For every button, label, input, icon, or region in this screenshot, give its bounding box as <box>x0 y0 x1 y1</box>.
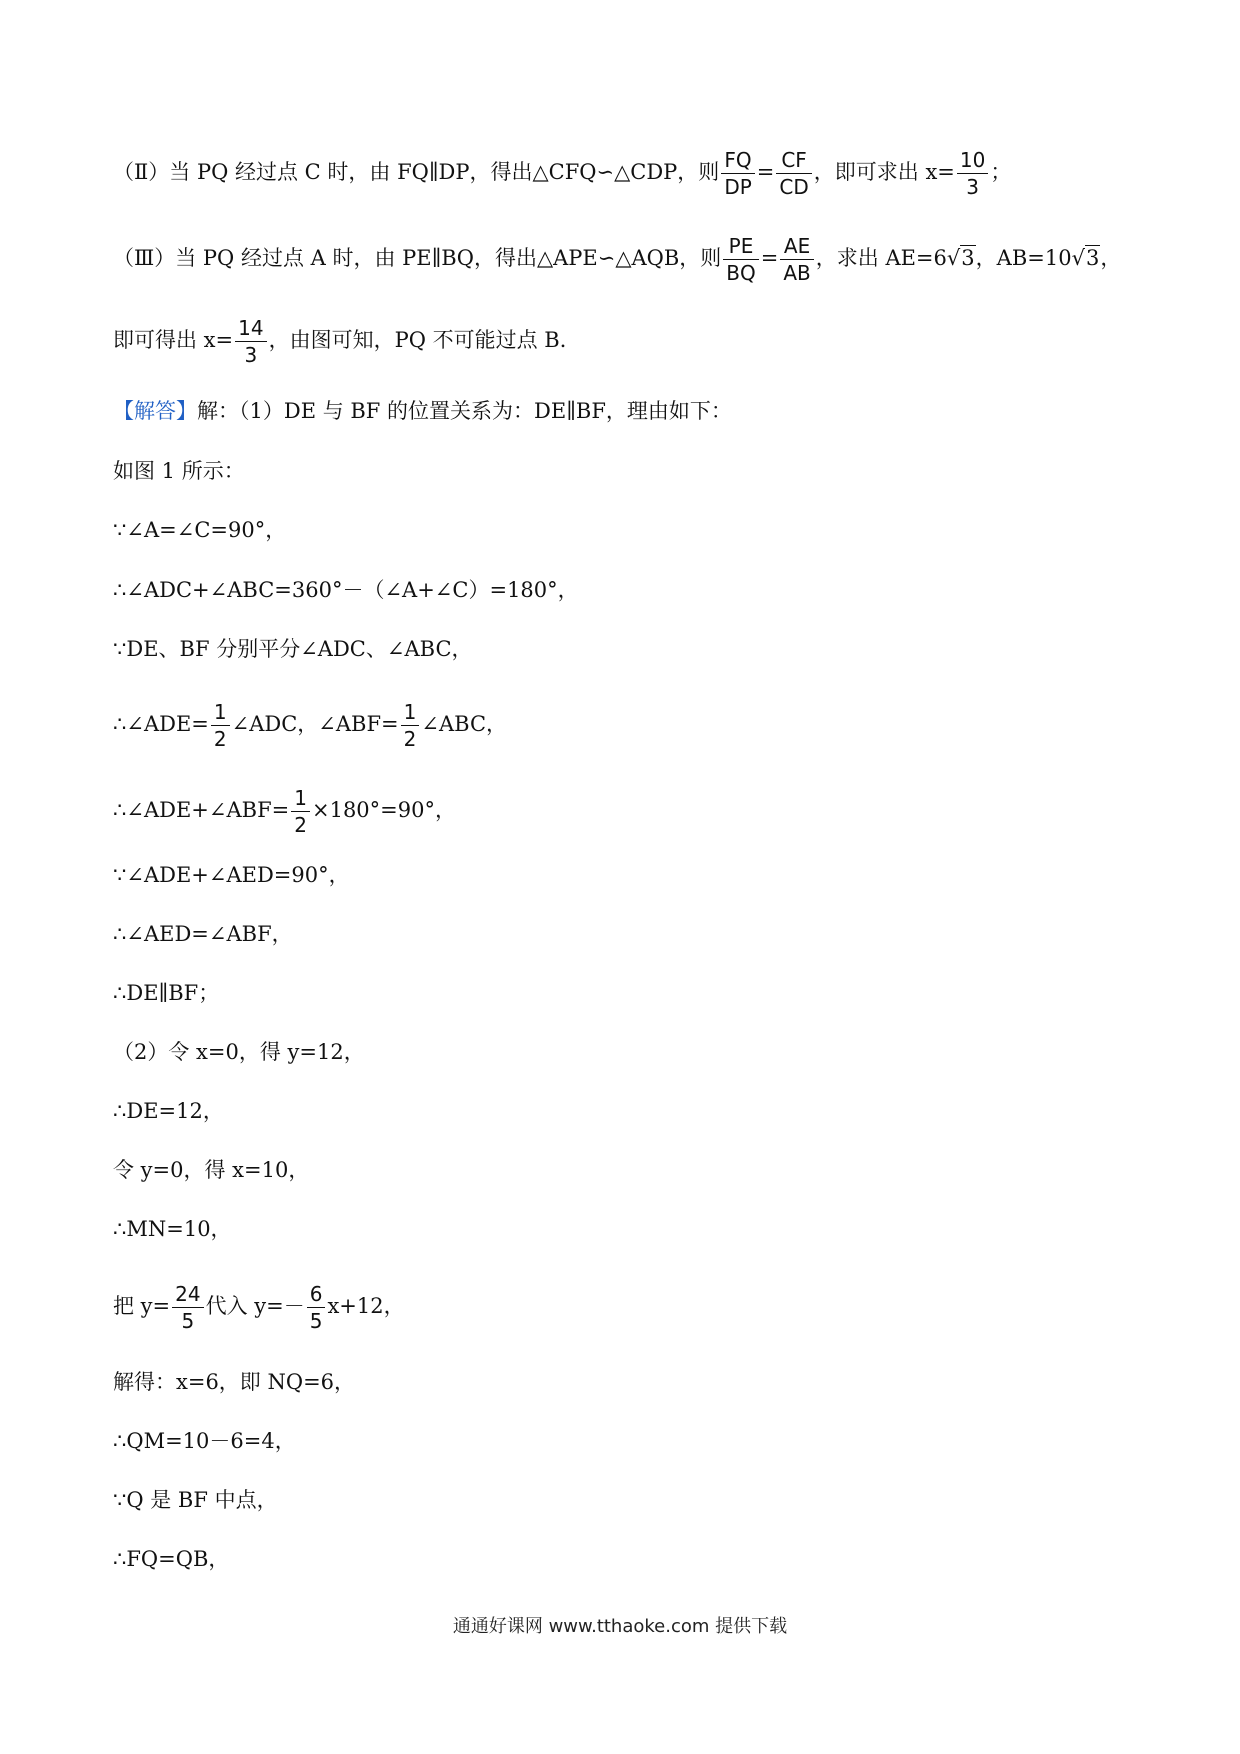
fraction-24-5: $\frac{24}{5}$ <box>172 1284 203 1331</box>
solution-line: （2）令 x=0，得 y=12， <box>113 1040 365 1064</box>
fraction-1-2: $\frac{1}{2}$ <box>291 788 310 835</box>
solution-line-sum: ∴∠ADE+∠ABF= $\frac{1}{2}$ ×180°=90°， <box>113 786 456 837</box>
solution-line: ∴∠ADC+∠ABC=360°－（∠A+∠C）=180°， <box>113 578 579 602</box>
fraction-1-2: $\frac{1}{2}$ <box>401 702 420 749</box>
answer-tag: 【解答】 <box>113 399 197 423</box>
solution-line: 解得：x=6，即 NQ=6， <box>113 1370 356 1394</box>
fraction-cf-cd: $\frac{CF}{CD}$ <box>776 150 811 197</box>
solution-line-substitute: 把 y= $\frac{24}{5}$ 代入 y=－ $\frac{6}{5}$ x+12， <box>113 1282 405 1333</box>
solution-line: ∴QM=10－6=4， <box>113 1429 296 1453</box>
fraction-10-3: $\frac{10}{3}$ <box>957 150 988 197</box>
fraction-14-3: $\frac{14}{3}$ <box>235 318 266 365</box>
fraction-pe-bq: $\frac{PE}{BQ}$ <box>723 236 758 283</box>
solution-line: 如图 1 所示： <box>113 459 245 483</box>
solution-line: ∴MN=10， <box>113 1217 232 1241</box>
page-footer: 通通好课网 www.tthaoke.com 提供下载 <box>452 1616 788 1637</box>
fraction-6-5: $\frac{6}{5}$ <box>307 1284 326 1331</box>
fraction-1-2: $\frac{1}{2}$ <box>211 702 230 749</box>
solution-line: ∵DE、BF 分别平分∠ADC、∠ABC， <box>113 637 473 661</box>
solution-line: ∴∠AED=∠ABF， <box>113 922 293 946</box>
solution-line: ∵Q 是 BF 中点， <box>113 1488 278 1512</box>
solution-line: ∵∠ADE+∠AED=90°， <box>113 863 350 887</box>
solution-line-half-angles: ∴∠ADE= $\frac{1}{2}$ ∠ADC，∠ABF= $\frac{1}{2}$ ∠ABC， <box>113 700 508 751</box>
solution-line: ∴DE∥BF； <box>113 981 220 1005</box>
analysis-line-case-3: （Ⅲ）当 PQ 经过点 A 时，由 PE∥BQ，得出△APE∽△AQB，则 $\frac{PE}{BQ}$ = $\frac{AE}{AB}$ ，求出 AE=6√3，AB=10√3， <box>113 234 1122 285</box>
solution-line: ∴DE=12， <box>113 1099 224 1123</box>
analysis-line-case-2: （Ⅱ）当 PQ 经过点 C 时，由 FQ∥DP，得出△CFQ∽△CDP，则 $\frac{FQ}{DP}$ = $\frac{CF}{CD}$ ，即可求出 x= $\frac{10}{3}$ ； <box>113 148 1012 199</box>
fraction-fq-dp: $\frac{FQ}{DP}$ <box>721 150 754 197</box>
sqrt-3: √3 <box>1071 246 1100 270</box>
analysis-line-conclusion: 即可得出 x= $\frac{14}{3}$ ，由图可知，PQ 不可能过点 B． <box>113 316 581 367</box>
answer-heading-line: 【解答】解：（1）DE 与 BF 的位置关系为：DE∥BF，理由如下： <box>113 399 732 423</box>
solution-line: 令 y=0，得 x=10， <box>113 1158 310 1182</box>
sqrt-3: √3 <box>946 246 975 270</box>
solution-line: ∵∠A=∠C=90°， <box>113 518 287 542</box>
solution-line: ∴FQ=QB， <box>113 1547 230 1571</box>
fraction-ae-ab: $\frac{AE}{AB}$ <box>780 236 813 283</box>
